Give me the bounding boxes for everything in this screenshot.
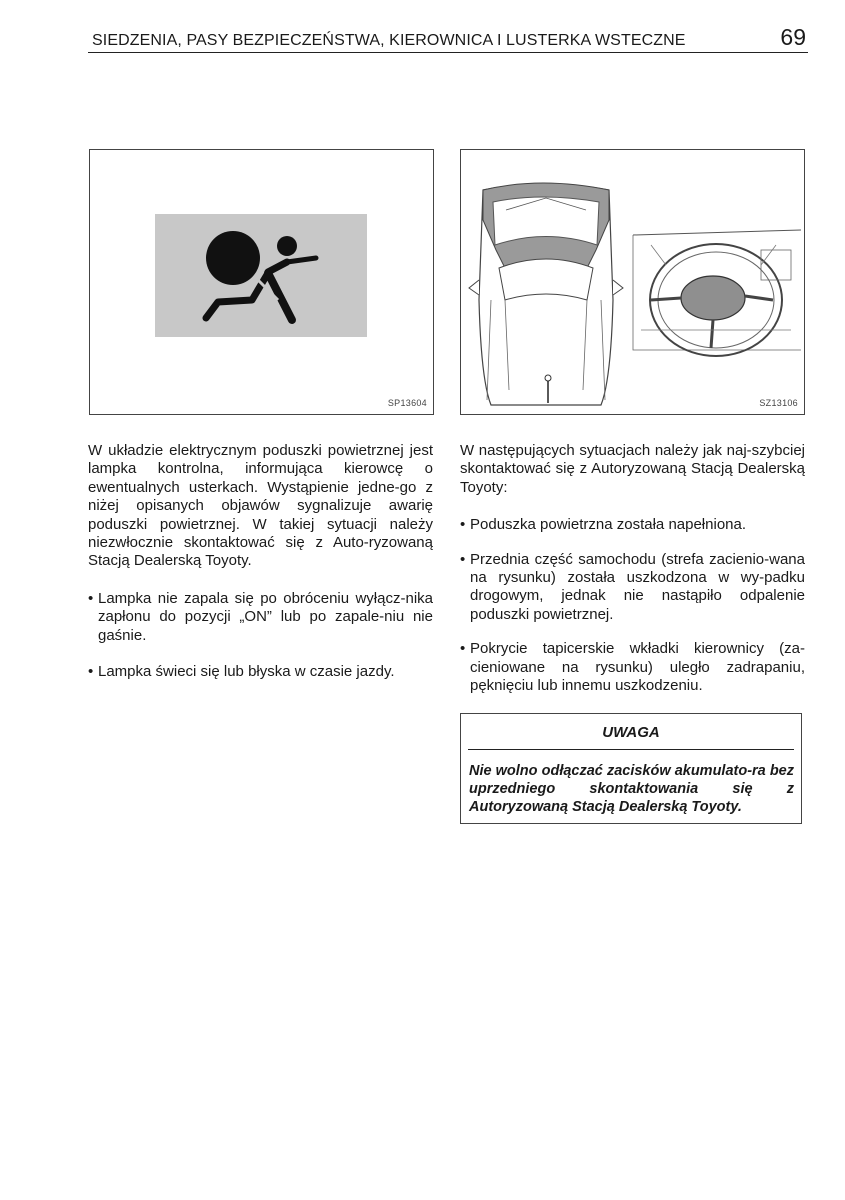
- symptom-list: [88, 590, 433, 682]
- list-item: • Lampka nie zapala się po obróceniu wyłącz-nika zapłonu do pozycji „ON” lub po zapale-niu nie gaśnie.: [88, 590, 433, 645]
- divider: [468, 749, 794, 750]
- warning-text: Nie wolno odłączać zacisków akumulato-ra bez uprzedniego skontaktowania się z Autoryzowaną Stacją Dealerską Toyoty.: [469, 763, 794, 815]
- intro-paragraph: W układzie elektrycznym poduszki powietrznej jest lampka kontrolna, informująca kierowcę o ewentualnych usterkach. Wystąpienie jedne-go z niżej opisanych objawów sygnalizuje awarię poduszki powietrznej. W takiej sytuacji należy niezwłocznie skontaktować się z Auto-ryzowaną Stacją Dealerską Toyoty.: [88, 442, 433, 570]
- list-item: • Pokrycie tapicerskie wkładki kierownicy (za-cieniowane na rysunku) uległo zadrapaniu, pęknięciu lub innemu uszkodzeniu.: [460, 640, 805, 695]
- section-title: SIEDZENIA, PASY BEZPIECZEŃSTWA, KIEROWNICA I LUSTERKA WSTECZNE: [92, 32, 686, 49]
- figure-code: SP13604: [387, 398, 427, 408]
- left-column: [88, 442, 433, 681]
- situations-list: [460, 516, 805, 695]
- list-item: • Przednia część samochodu (strefa zacienio-wana na rysunku) została uszkodzona w wy-padku drogowym, jednak nie nastąpiło odpalenie poduszki powietrznej.: [460, 551, 805, 625]
- page-header: [88, 26, 808, 53]
- airbag-lamp-figure: [89, 149, 434, 415]
- airbag-warning-icon: [90, 150, 433, 414]
- right-column: [460, 442, 805, 695]
- page-number: 69: [780, 24, 806, 50]
- car-diagram-figure: [460, 149, 805, 415]
- warning-title: UWAGA: [602, 724, 660, 741]
- situations-paragraph: W następujących sytuacjach należy jak naj-szybciej skontaktować się z Autoryzowaną Stacją Dealerską Toyoty:: [460, 442, 805, 496]
- figure-code: SZ13106: [759, 398, 798, 408]
- warning-box: [460, 713, 802, 824]
- list-item: • Poduszka powietrzna została napełniona.: [460, 516, 805, 534]
- list-item: • Lampka świeci się lub błyska w czasie jazdy.: [88, 663, 433, 681]
- car-top-view-icon: [461, 150, 804, 414]
